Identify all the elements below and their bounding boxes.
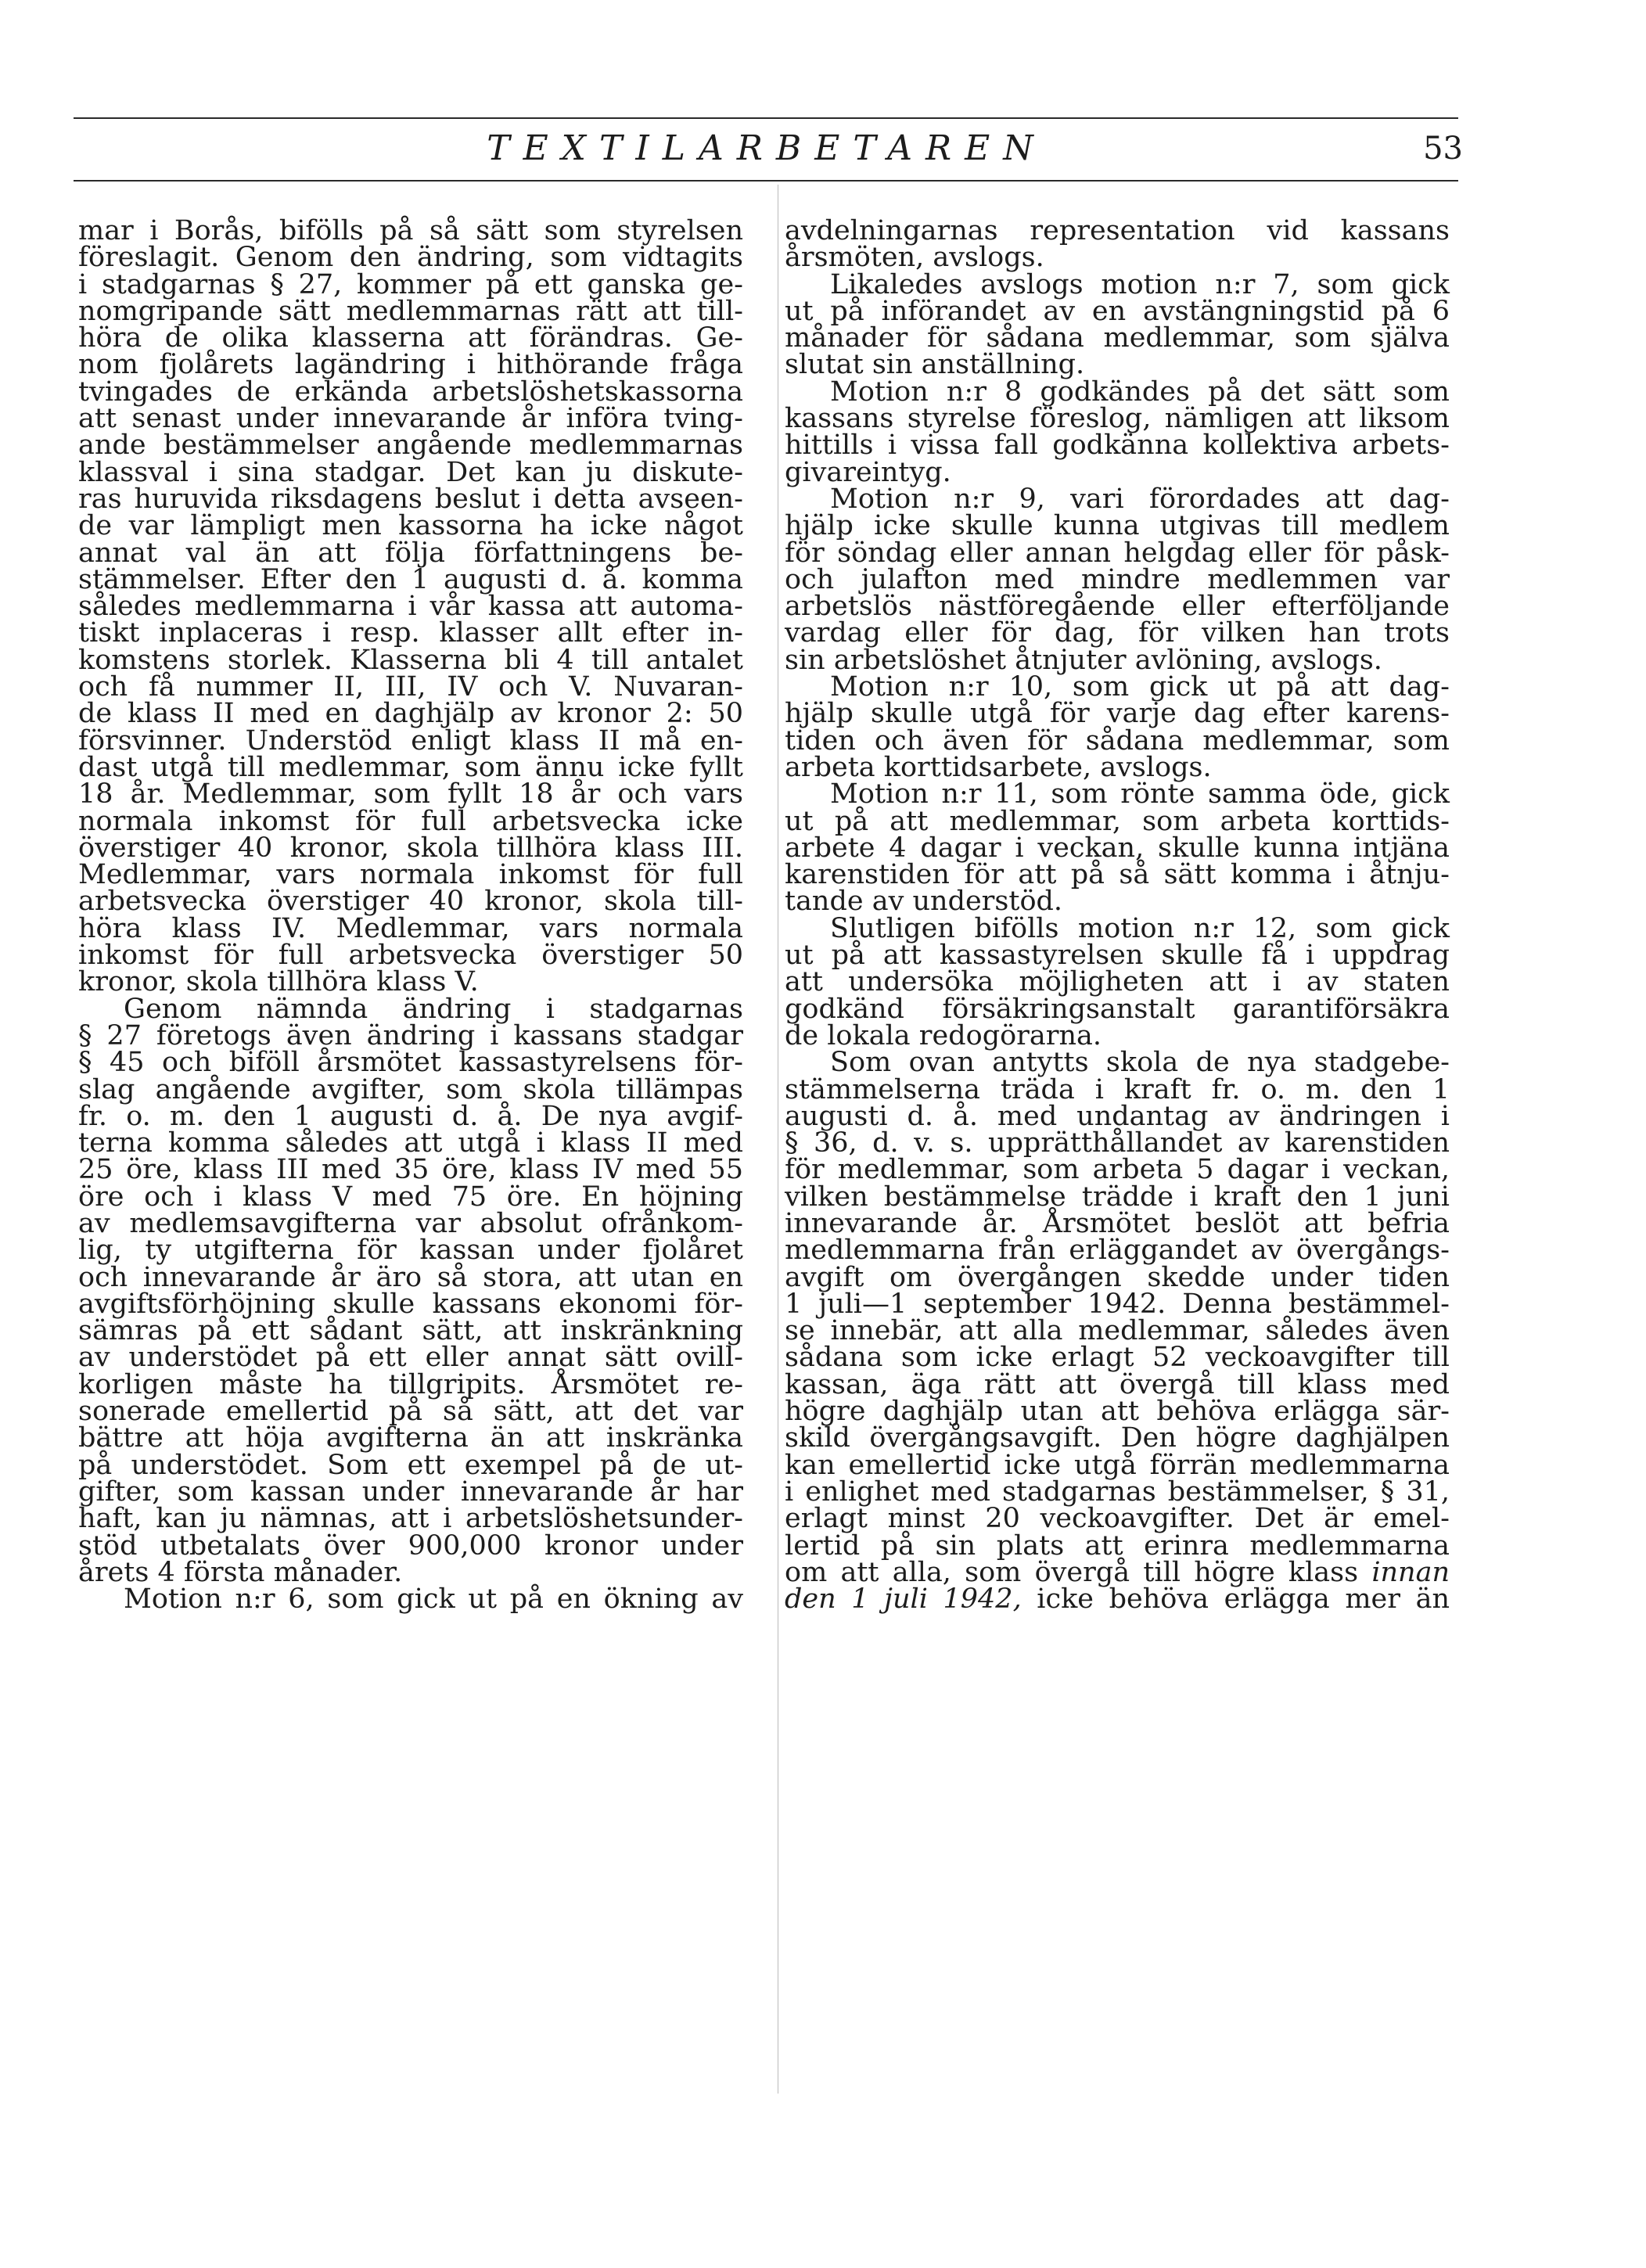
text-line: höra klass IV. Medlemmar, vars normala [78,912,743,944]
text-line: Som ovan antytts skola de nya stadgebe- [830,1047,1450,1079]
text-line: godkänd försäkringsanstalt garantiförsäkra [785,993,1450,1025]
text-line: dast utgå till medlemmar, som ännu icke fyllt [78,751,743,783]
text-line: arbete 4 dagar i veckan, skulle kunna intjäna [785,832,1450,864]
text-line: annat val än att följa författningens be- [78,537,743,569]
text-line: föreslagit. Genom den ändring, som vidtagits [78,242,743,274]
text-line: och julafton med mindre medlemmen var [785,563,1450,595]
text-line: tande av understöd. [785,886,1063,918]
text-line: ut på att kassastyrelsen skulle få i uppdrag [785,940,1450,972]
text-line: Likaledes avslogs motion n:r 7, som gick [830,268,1450,300]
text-line: på understödet. Som ett exempel på de ut- [78,1449,743,1481]
text-line: 25 öre, klass III med 35 öre, klass IV med 55 [78,1154,743,1186]
text-line: sämras på ett sådant sätt, att inskränkning [78,1315,743,1347]
text-line: ras huruvida riksdagens beslut i detta avseen- [78,483,743,515]
text-line: haft, kan ju nämnas, att i arbetslöshetsunder- [78,1503,743,1535]
text-line: se innebär, att alla medlemmar, således även [785,1315,1450,1347]
text-line: för söndag eller annan helgdag eller för påsk- [785,537,1450,569]
text-line: Motion n:r 6, som gick ut på en ökning av [124,1583,743,1616]
text-line: 1 juli—1 september 1942. Denna bestämmel- [785,1288,1450,1320]
text-line: ut på införandet av en avstängningstid på 6 [785,295,1450,327]
text-line: av medlemsavgifterna var absolut ofrånkom- [78,1207,743,1239]
text-line: Genom nämnda ändring i stadgarnas [124,993,743,1025]
text-line: stämmelserna träda i kraft fr. o. m. den 1 [785,1073,1450,1105]
header-rule-bottom [74,180,1458,182]
text-line: gifter, som kassan under innevarande år har [78,1475,743,1508]
text-line: givareintyg. [785,456,951,488]
text-line: erlagt minst 20 veckoavgifter. Det är emel- [785,1503,1450,1535]
text-line: om att alla, som övergå till högre klass innan [785,1556,1450,1588]
text-line: tiden och även för sådana medlemmar, som [785,724,1450,757]
text-line: Motion n:r 8 godkändes på det sätt som [830,376,1450,408]
text-line: Slutligen bifölls motion n:r 12, som gick [830,912,1450,944]
text-line: inkomst för full arbetsvecka överstiger 50 [78,940,743,972]
text-line: kan emellertid icke utgå förrän medlemmarna [785,1449,1450,1481]
text-line: mar i Borås, bifölls på så sätt som styrelsen [78,215,743,246]
text-line: lertid på sin plats att erinra medlemmarna [785,1529,1450,1562]
text-line: avgiftsförhöjning skulle kassans ekonomi för- [78,1288,743,1320]
text-line: arbetsvecka överstiger 40 kronor, skola till- [78,886,743,918]
text-line: försvinner. Understöd enligt klass II må en- [78,724,743,757]
text-line: sådana som icke erlagt 52 veckoavgifter till [785,1342,1450,1374]
text-line: kassan, äga rätt att övergå till klass med [785,1368,1450,1400]
text-line: slutat sin anställning. [785,349,1085,381]
page-number: 53 [1423,131,1463,167]
text-line: Motion n:r 10, som gick ut på att dag- [830,671,1450,703]
text-line: arbetslös nästföregående eller efterföljande [785,591,1450,623]
header-rule-top [74,117,1458,119]
text-line: för medlemmar, som arbeta 5 dagar i veckan, [785,1154,1450,1186]
text-line: vardag eller för dag, för vilken han trots [785,617,1450,649]
text-line: § 27 företogs även ändring i kassans stadgar [78,1019,743,1051]
text-line: Motion n:r 9, vari förordades att dag- [830,483,1450,515]
text-line: de klass II med en daghjälp av kronor 2: 50 [78,698,743,730]
text-line: att undersöka möjligheten att i av staten [785,966,1450,998]
text-line: normala inkomst för full arbetsvecka icke [78,805,743,837]
text-line: kronor, skola tillhöra klass V. [78,966,479,998]
text-line: Motion n:r 11, som rönte samma öde, gick [830,778,1450,811]
text-line: sin arbetslöshet åtnjuter avlöning, avslogs. [785,644,1382,676]
text-line: sonerade emellertid på så sätt, att det var [78,1396,743,1428]
text-line: fr. o. m. den 1 augusti d. å. De nya avgif- [78,1100,743,1132]
text-line: höra de olika klasserna att förändras. Ge- [78,322,743,354]
text-line: av understödet på ett eller annat sätt ovill- [78,1342,743,1374]
text-line: tvingades de erkända arbetslöshetskassorna [78,376,743,408]
text-line: den 1 juli 1942, icke behöva erlägga mer än [785,1583,1450,1616]
text-line: medlemmarna från erläggandet av övergångs- [785,1235,1450,1267]
text-line: arbeta korttidsarbete, avslogs. [785,751,1212,783]
text-line: öre och i klass V med 75 öre. En höjning [78,1181,743,1213]
text-line: hjälp icke skulle kunna utgivas till medlem [785,510,1450,542]
text-line: de var lämpligt men kassorna ha icke något [78,510,743,542]
text-line: § 45 och biföll årsmötet kassastyrelsens för- [78,1047,743,1079]
text-line: bättre att höja avgifterna än att inskränka [78,1422,743,1454]
text-line: årsmöten, avslogs. [785,242,1044,274]
text-line: lig, ty utgifterna för kassan under fjolåret [78,1235,743,1267]
text-line: ut på att medlemmar, som arbeta korttids- [785,805,1450,837]
text-line: terna komma således att utgå i klass II med [78,1127,743,1159]
right-column [785,215,1450,1616]
text-line: månader för sådana medlemmar, som själva [785,322,1450,354]
masthead-title: TEXTILARBETAREN [487,128,1047,168]
text-line: kassans styrelse föreslog, nämligen att liksom [785,403,1450,435]
text-line: slag angående avgifter, som skola tillämpas [78,1073,743,1105]
text-line: komstens storlek. Klasserna bli 4 till antalet [78,644,743,676]
text-line: Medlemmar, vars normala inkomst för full [78,859,743,891]
text-line: skild övergångsavgift. Den högre daghjälpen [785,1422,1450,1454]
text-line: avgift om övergången skedde under tiden [785,1261,1450,1293]
text-line: tiskt inplaceras i resp. klasser allt efter in- [78,617,743,649]
text-line: således medlemmarna i vår kassa att automa- [78,591,743,623]
text-line: augusti d. å. med undantag av ändringen i [785,1100,1450,1132]
text-line: nom fjolårets lagändring i hithörande fråga [78,349,743,381]
text-line: årets 4 första månader. [78,1556,403,1588]
text-line: och få nummer II, III, IV och V. Nuvaran- [78,671,743,703]
text-line: hjälp skulle utgå för varje dag efter karens- [785,698,1450,730]
text-line: hittills i vissa fall godkänna kollektiva arbets- [785,430,1450,462]
text-line: § 36, d. v. s. upprätthållandet av karenstiden [785,1127,1450,1159]
text-line: de lokala redogörarna. [785,1019,1102,1051]
text-line: och innevarande år äro så stora, att utan en [78,1261,743,1293]
text-line: i stadgarnas § 27, kommer på ett ganska ge- [78,268,743,300]
text-line: vilken bestämmelse trädde i kraft den 1 juni [785,1181,1450,1213]
text-line: klassval i sina stadgar. Det kan ju diskute- [78,456,743,488]
left-column [78,215,743,1616]
text-line: stöd utbetalats över 900,000 kronor under [78,1529,743,1562]
text-line: nomgripande sätt medlemmarnas rätt att till- [78,295,743,327]
text-line: 18 år. Medlemmar, som fyllt 18 år och vars [78,778,743,811]
text-line: avdelningarnas representation vid kassans [785,215,1450,246]
text-line: karenstiden för att på så sätt komma i åtnju- [785,859,1450,891]
text-line: innevarande år. Årsmötet beslöt att befria [785,1207,1450,1239]
text-line: i enlighet med stadgarnas bestämmelser, § 31, [785,1475,1450,1508]
text-line: högre daghjälp utan att behöva erlägga sär- [785,1396,1450,1428]
text-line: överstiger 40 kronor, skola tillhöra klass III. [78,832,743,864]
text-line: ande bestämmelser angående medlemmarnas [78,430,743,462]
text-line: korligen måste ha tillgripits. Årsmötet re- [78,1368,743,1400]
text-line: att senast under innevarande år införa tving- [78,403,743,435]
text-line: stämmelser. Efter den 1 augusti d. å. komma [78,563,743,595]
